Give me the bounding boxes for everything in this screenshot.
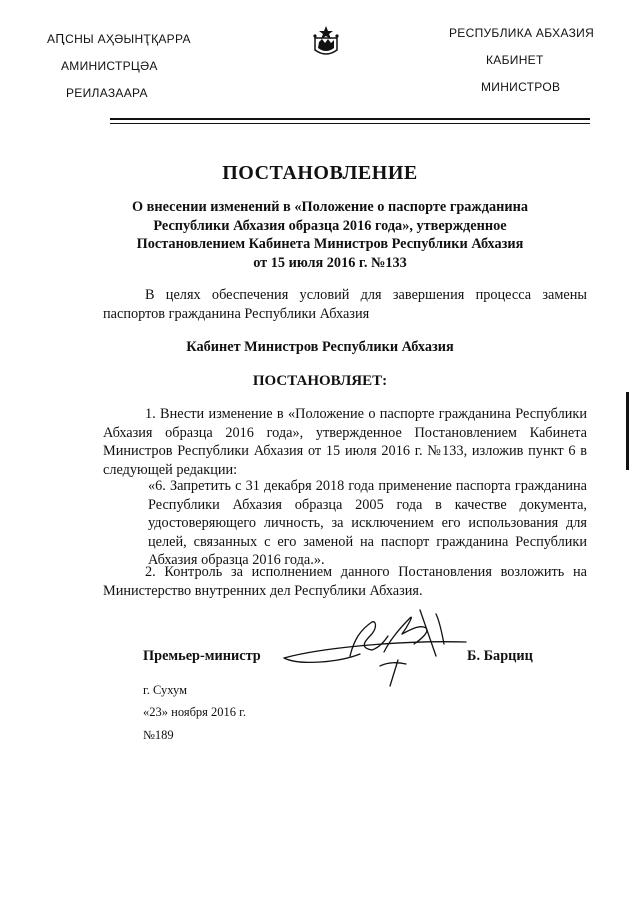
item-1-paragraph: 1. Внести изменение в «Положение о паспорте гражданина Республики Абхазия образца 2016 года», утвержденное Постановлением Кабинета Министров Республики Абхазия от 15 июля 2016 г. №133, изложив пункт 6 в следующей редакции: xyxy=(103,406,587,478)
header-right-line-3: МИНИСТРОВ xyxy=(481,80,561,94)
header-left-line-3: РЕИЛАЗААРА xyxy=(66,86,148,100)
header-right-line-1: РЕСПУБЛИКА АБХАЗИЯ xyxy=(449,26,595,40)
header-left-line-2: АМИНИСТРЦӘА xyxy=(61,59,158,73)
document-subject xyxy=(120,198,540,272)
header-rule-thick xyxy=(110,118,590,120)
handwritten-signature xyxy=(280,600,470,690)
resolves-heading: ПОСТАНОВЛЯЕТ: xyxy=(252,373,388,389)
signatory-position: Премьер-министр xyxy=(143,648,261,664)
place-of-issue: г. Сухум xyxy=(143,683,188,697)
header-left-line-1: АԤСНЫ АҲӘЫНҬҚАРРА xyxy=(47,32,191,46)
item-1-quote: «6. Запретить с 31 декабря 2018 года применение паспорта гражданина Республики Абхазия образца 2005 года в качестве документа, удостоверяющего личность, за исключением его использования для целей, связанных с его заменой на паспорт гражданина Республики Абхазия образца 2016 года.». xyxy=(148,478,587,568)
signatory-name: Б. Барциц xyxy=(467,648,533,664)
emblem-graphic xyxy=(313,26,338,54)
scan-margin-mark xyxy=(626,392,629,470)
issuer-heading: Кабинет Министров Республики Абхазия xyxy=(186,339,454,355)
subject-line-1: О внесении изменений в «Положение о паспорте гражданина xyxy=(131,199,529,215)
document-type-title: ПОСТАНОВЛЕНИЕ xyxy=(222,162,418,184)
date-of-issue: «23» ноября 2016 г. xyxy=(143,705,247,719)
subject-line-4: от 15 июля 2016 г. №133 xyxy=(253,254,407,271)
subject-line-3: Постановлением Кабинета Министров Республики Абхазия xyxy=(136,236,524,252)
coat-of-arms-icon xyxy=(309,24,343,58)
document-number: №189 xyxy=(143,728,174,742)
header-right-line-2: КАБИНЕТ xyxy=(486,53,544,67)
preamble-paragraph: В целях обеспечения условий для завершения процесса замены паспортов гражданина Республики Абхазия xyxy=(103,287,587,322)
item-2-paragraph: 2. Контроль за исполнением данного Постановления возложить на Министерство внутренних дел Республики Абхазия. xyxy=(103,564,587,599)
header-rule-thin xyxy=(110,123,590,124)
subject-line-2: Республики Абхазия образца 2016 года», утвержденное xyxy=(153,217,507,234)
signature-strokes xyxy=(284,610,466,686)
